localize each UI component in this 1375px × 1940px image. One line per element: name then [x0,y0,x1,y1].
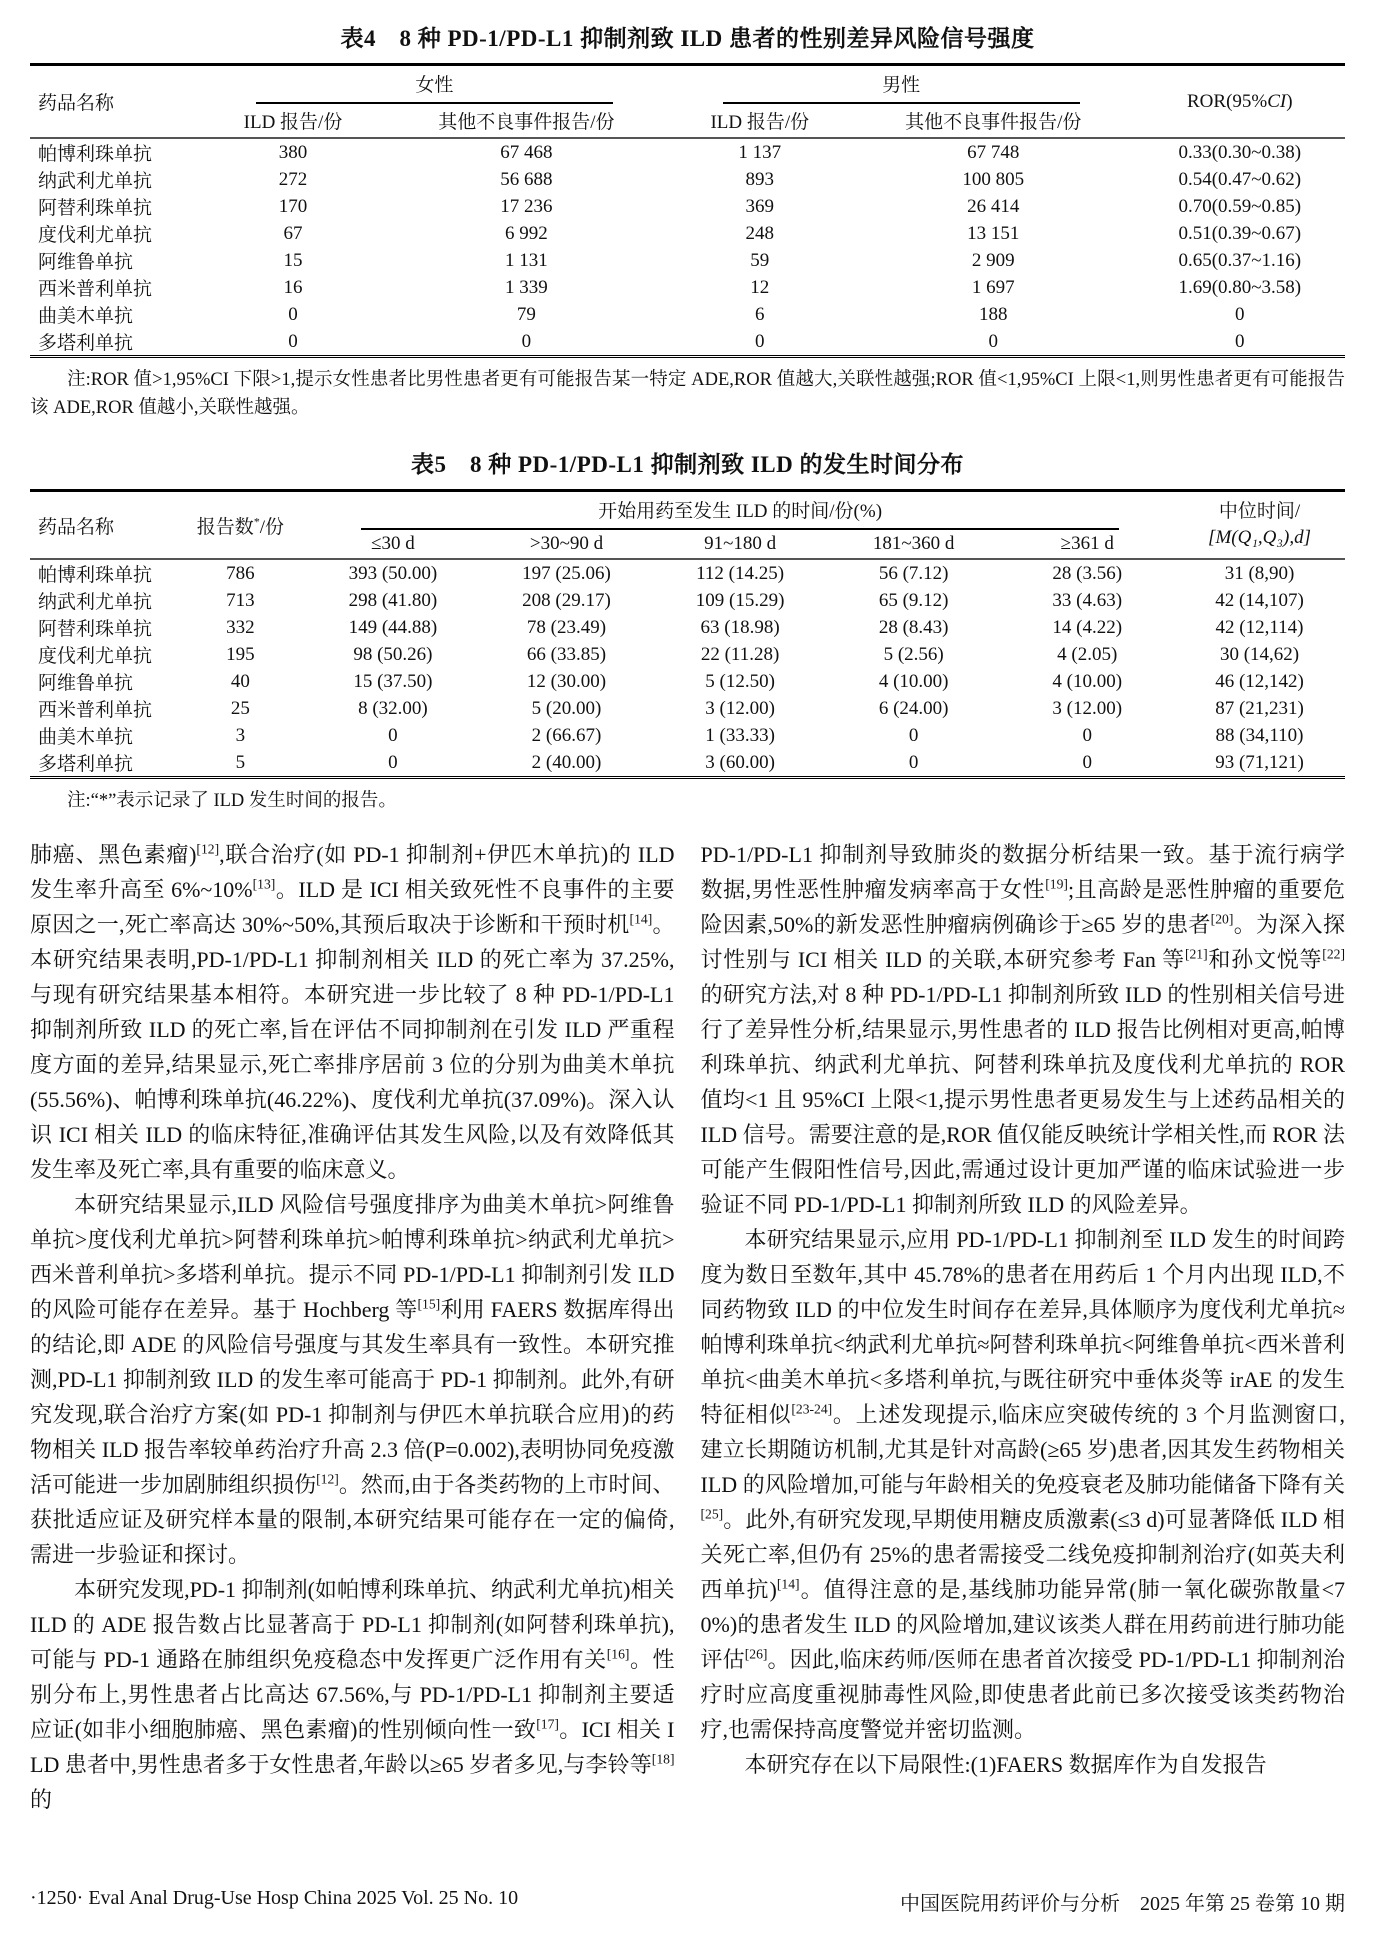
value-cell: 40 [230,670,250,692]
value-cell: 393 (50.00) [348,562,438,584]
value-cell: 56 688 [500,168,553,190]
table4-title: 表4 8 种 PD-1/PD-L1 抑制剂致 ILD 患者的性别差异风险信号强度 [340,26,1035,51]
table-row [30,559,1345,587]
value-cell: 1 (33.33) [705,724,775,746]
value-cell: 5 (2.56) [883,643,944,665]
value-cell: 109 (15.29) [695,589,785,611]
value-cell: 272 [278,168,308,190]
value-cell: 12 (30.00) [526,670,607,692]
table5-header-row-1 [30,491,1345,531]
value-cell: 33 (4.63) [1052,589,1123,611]
paragraph: 本研究发现,PD-1 抑制剂(如帕博利珠单抗、纳武利尤单抗)相关 ILD 的 ADE 报告数占比显著高于 PD-L1 抑制剂(如阿替利珠单抗),可能与 PD-1 通路在肺组织免疫稳态中发挥更广泛作用有关[16]。性别分布上,男性患者占比高达 67.56%,与 PD-1/PD-L1 抑制剂主要适应证(如非小细胞肺癌、黑色素瘤)的性别倾向性一致[17]。ICI 相关 ILD 患者中,男性患者多于女性患者,年龄以≥65 岁者多见,与李铃等[18]的 [30,1577,675,1812]
ror-label-pre: ROR(95% [1187,90,1268,112]
left-column [30,837,675,1817]
median-label-line1: 中位时间/ [1218,501,1301,523]
value-cell: 15 [283,249,303,271]
value-cell: 170 [278,195,308,217]
value-cell: 1 339 [505,276,548,298]
value-cell: 112 (14.25) [696,562,785,584]
table4-note: 注:ROR 值>1,95%CI 下限>1,提示女性患者比男性患者更有可能报告某一特定 ADE,ROR 值越大,关联性越强;ROR 值<1,95%CI 上限<1,则男性患者更有可能报告该 ADE,ROR 值越小,关联性越强。 [30,370,1345,418]
value-cell: 1 137 [738,141,782,163]
value-cell: 786 [226,562,255,584]
value-cell: 1 697 [971,276,1015,298]
table4-subheader-ild-male: ILD 报告/份 [668,104,852,138]
value-cell: 65 (9.12) [878,589,949,611]
table5-header-drug: 药品名称 [30,491,175,560]
value-cell: 2 (40.00) [531,751,602,773]
value-cell: 2 909 [971,249,1015,271]
right-column [701,837,1346,1817]
value-cell: 332 [226,616,255,638]
article-body [30,837,1345,1817]
value-cell: 0 [521,330,532,352]
reports-label-star: * [253,515,260,529]
drug-name-cell: 度伐利尤单抗 [38,646,153,667]
value-cell: 3 (12.00) [1052,697,1123,719]
value-cell: 0 [288,330,298,352]
value-cell: 0.54(0.47~0.62) [1178,168,1302,190]
value-cell: 0 [908,724,919,746]
table4-body [30,138,1345,357]
table4-header-row-1 [30,65,1345,105]
value-cell: 30 (14,62) [1219,643,1300,665]
page-footer [30,1887,1345,1916]
median-label-line2: [M(Q₁,Q₃),d] [1208,527,1311,548]
value-cell: 28 (8.43) [878,616,949,638]
value-cell: 6 [755,303,765,325]
value-cell: 78 (23.49) [526,616,607,638]
female-group-label: 女性 [256,68,613,104]
value-cell: 12 [750,276,770,298]
table5-note: 注:“*”表示记录了 ILD 发生时间的报告。 [67,791,397,811]
value-cell: 0 [1082,751,1092,773]
value-cell: 6 992 [505,222,548,244]
value-cell: 0.33(0.30~0.38) [1178,141,1302,163]
value-cell: 713 [226,589,255,611]
drug-name-cell: 帕博利珠单抗 [38,565,153,586]
table-row [30,301,1345,328]
value-cell: 893 [745,168,775,190]
table-row [30,668,1345,695]
value-cell: 79 [516,303,536,325]
drug-name-cell: 西米普利单抗 [38,700,153,721]
value-cell: 67 468 [500,141,553,163]
value-cell: 149 (44.88) [348,616,438,638]
value-cell: 369 [745,195,775,217]
value-cell: 2 (66.67) [531,724,602,746]
drug-name-cell: 多塔利单抗 [38,333,134,354]
table-row [30,247,1345,274]
value-cell: 0.51(0.39~0.67) [1178,222,1302,244]
drug-name-cell: 阿维鲁单抗 [38,252,134,273]
drug-name-cell: 度伐利尤单抗 [38,225,153,246]
table-row [30,695,1345,722]
value-cell: 56 (7.12) [878,562,949,584]
value-cell: 0 [1082,724,1092,746]
time-group-label: 开始用药至发生 ILD 的时间/份(%) [361,494,1119,530]
value-cell: 4 (10.00) [878,670,949,692]
value-cell: 4 (2.05) [1057,643,1118,665]
value-cell: 93 (71,121) [1215,751,1304,773]
table5-subheader-le30: ≤30 d [306,530,480,559]
value-cell: 380 [278,141,308,163]
drug-name-cell: 曲美木单抗 [38,727,134,748]
table4-header-male-group [668,65,1135,105]
value-cell: 1 131 [505,249,548,271]
table5-title: 表5 8 种 PD-1/PD-L1 抑制剂致 ILD 的发生时间分布 [410,452,965,477]
table4-subheader-ild-female: ILD 报告/份 [201,104,385,138]
value-cell: 3 [235,724,246,746]
value-cell: 31 (8,90) [1224,562,1295,584]
table-row [30,166,1345,193]
table4 [30,63,1345,358]
value-cell: 63 (18.98) [700,616,780,638]
ror-label-post: ) [1286,90,1293,112]
table5-header-time-group [306,491,1174,531]
table-row [30,641,1345,668]
table5-subheader-30-90: >30~90 d [480,530,654,559]
value-cell: 17 236 [500,195,553,217]
drug-name-cell: 多塔利单抗 [38,754,134,775]
value-cell: 195 [226,643,255,665]
value-cell: 25 [230,697,250,719]
paragraph: 本研究结果显示,应用 PD-1/PD-L1 抑制剂至 ILD 发生的时间跨度为数日至数年,其中 45.78%的患者在用药后 1 个月内出现 ILD,不同药物致 ILD 的中位发生时间存在差异,具体顺序为度伐利尤单抗≈帕博利珠单抗<纳武利尤单抗≈阿替利珠单抗<阿维鲁单抗<西米普利单抗<曲美木单抗<多塔利单抗,与既往研究中垂体炎等 irAE 的发生特征相似[23-24]。上述发现提示,临床应突破传统的 3 个月监测窗口,建立长期随访机制,尤其是针对高龄(≥65 岁)患者,因其发生药物相关 ILD 的风险增加,可能与年龄相关的免疫衰老及肺功能储备下降有关[25]。此外,有研究发现,早期使用糖皮质激素(≤3 d)可显著降低 ILD 相关死亡率,但仍有 25%的患者需接受二线免疫抑制剂治疗(如英夫利西单抗)[14]。值得注意的是,基线肺功能异常(肺一氧化碳弥散量<70%)的患者发生 ILD 的风险增加,建议该类人群在用药前进行肺功能评估[26]。因此,临床药师/医师在患者首次接受 PD-1/PD-L1 抑制剂治疗时应高度重视肺毒性风险,即使患者此前已多次接受该类药物治疗,也需保持高度警觉并密切监测。 [700,1227,1345,1742]
value-cell: 16 [283,276,303,298]
paragraph: 本研究结果显示,ILD 风险信号强度排序为曲美木单抗>阿维鲁单抗>度伐利尤单抗>阿替利珠单抗>帕博利珠单抗>纳武利尤单抗>西米普利单抗>多塔利单抗。提示不同 PD-1/PD-L1 抑制剂引发 ILD 的风险可能存在差异。基于 Hochberg 等[15]利用 FAERS 数据库得出的结论,即 ADE 的风险信号强度与其发生率具有一致性。本研究推测,PD-L1 抑制剂致 ILD 的发生率可能高于 PD-1 抑制剂。此外,有研究发现,联合治疗方案(如 PD-1 抑制剂与伊匹木单抗联合应用)的药物相关 ILD 报告率较单药治疗升高 2.3 倍(P=0.002),表明协同免疫激活可能进一步加剧肺组织损伤[12]。然而,由于各类药物的上市时间、获批适应证及研究样本量的限制,本研究结果可能存在一定的偏倚,需进一步验证和探讨。 [30,1192,675,1567]
value-cell: 59 [750,249,770,271]
value-cell: 248 [745,222,775,244]
value-cell: 66 (33.85) [526,643,607,665]
value-cell: 5 (12.50) [705,670,775,692]
drug-name-cell: 帕博利珠单抗 [38,144,153,165]
value-cell: 197 (25.06) [522,562,611,584]
footer-journal-en: ·1250· Eval Anal Drug-Use Hosp China 2025 Vol. 25 No. 10 [30,1887,519,1909]
drug-name-cell: 阿替利珠单抗 [38,198,153,219]
table4-subheader-other-female: 其他不良事件报告/份 [385,104,668,138]
table-row [30,274,1345,301]
value-cell: 5 (20.00) [531,697,602,719]
value-cell: 46 (12,142) [1215,670,1304,692]
value-cell: 14 (4.22) [1052,616,1123,638]
table5-subheader-91-180: 91~180 d [653,530,827,559]
table5-header-median [1174,491,1345,560]
value-cell: 67 748 [967,141,1020,163]
value-cell: 13 151 [967,222,1020,244]
value-cell: 3 (60.00) [705,751,775,773]
table-row [30,587,1345,614]
value-cell: 42 (12,114) [1215,616,1304,638]
table5-header-reports [175,491,307,560]
value-cell: 22 (11.28) [700,643,780,665]
value-cell: 188 [978,303,1008,325]
table5-body [30,559,1345,778]
value-cell: 0.70(0.59~0.85) [1178,195,1302,217]
value-cell: 0 [755,330,765,352]
value-cell: 3 (12.00) [705,697,775,719]
value-cell: 0 [288,303,298,325]
value-cell: 8 (32.00) [358,697,428,719]
value-cell: 0.65(0.37~1.16) [1178,249,1302,271]
table4-header-drug: 药品名称 [30,65,201,139]
value-cell: 26 414 [967,195,1020,217]
value-cell: 0 [988,330,998,352]
value-cell: 42 (14,107) [1215,589,1304,611]
table5-subheader-ge361: ≥361 d [1000,530,1174,559]
value-cell: 298 (41.80) [348,589,438,611]
footer-journal-cn: 中国医院用药评价与分析 2025 年第 25 卷第 10 期 [900,1893,1345,1915]
table-row [30,614,1345,641]
value-cell: 4 (10.00) [1052,670,1123,692]
table5-subheader-181-360: 181~360 d [827,530,1001,559]
value-cell: 1.69(0.80~3.58) [1178,276,1302,298]
drug-name-cell: 阿替利珠单抗 [38,619,153,640]
table-row [30,328,1345,357]
value-cell: 15 (37.50) [353,670,433,692]
drug-name-cell: 曲美木单抗 [38,306,134,327]
value-cell: 5 [235,751,246,773]
value-cell: 208 (29.17) [522,589,611,611]
value-cell: 0 [1235,330,1245,352]
table-row [30,138,1345,166]
value-cell: 100 805 [962,168,1025,190]
value-cell: 28 (3.56) [1052,562,1123,584]
value-cell: 0 [908,751,919,773]
table-row [30,749,1345,778]
drug-name-cell: 纳武利尤单抗 [38,592,153,613]
value-cell: 67 [283,222,303,244]
table4-subheader-other-male: 其他不良事件报告/份 [852,104,1135,138]
paragraph: 肺癌、黑色素瘤)[12],联合治疗(如 PD-1 抑制剂+伊匹木单抗)的 ILD 发生率升高至 6%~10%[13]。ILD 是 ICI 相关致死性不良事件的主要原因之一,死亡率高达 30%~50%,其预后取决于诊断和干预时机[14]。本研究结果表明,PD-1/PD-L1 抑制剂相关 ILD 的死亡率为 37.25%,与现有研究结果基本相符。本研究进一步比较了 8 种 PD-1/PD-L1 抑制剂所致 ILD 的死亡率,旨在评估不同抑制剂在引发 ILD 严重程度方面的差异,结果显示,死亡率排序居前 3 位的分别为曲美木单抗(55.56%)、帕博利珠单抗(46.22%)、度伐利尤单抗(37.09%)。深入认识 ICI 相关 ILD 的临床特征,准确评估其发生风险,以及有效降低其发生率及死亡率,具有重要的临床意义。 [30,841,675,1182]
ror-label-ci: CI [1267,90,1287,112]
reports-label-post: /份 [259,516,284,538]
table-row [30,722,1345,749]
value-cell: 87 (21,231) [1215,697,1304,719]
table4-header-ror [1135,65,1345,139]
value-cell: 0 [388,724,398,746]
reports-label-pre: 报告数 [196,516,254,538]
table5 [30,489,1345,779]
paragraph: PD-1/PD-L1 抑制剂导致肺炎的数据分析结果一致。基于流行病学数据,男性恶性肿瘤发病率高于女性[19];且高龄是恶性肿瘤的重要危险因素,50%的新发恶性肿瘤病例确诊于≥65 岁的患者[20]。为深入探讨性别与 ICI 相关 ILD 的关联,本研究参考 Fan 等[21]和孙文悦等[22]的研究方法,对 8 种 PD-1/PD-L1 抑制剂所致 ILD 的性别相关信号进行了差异性分析,结果显示,男性患者的 ILD 报告比例相对更高,帕博利珠单抗、纳武利尤单抗、阿替利珠单抗及度伐利尤单抗的 ROR 值均<1 且 95%CI 上限<1,提示男性患者更易发生与上述药品相关的 ILD 信号。需要注意的是,ROR 值仅能反映统计学相关性,而 ROR 法可能产生假阳性信号,因此,需通过设计更加严谨的临床试验进一步验证不同 PD-1/PD-L1 抑制剂所致 ILD 的风险差异。 [700,842,1345,1217]
drug-name-cell: 纳武利尤单抗 [38,171,153,192]
value-cell: 0 [1235,303,1245,325]
drug-name-cell: 阿维鲁单抗 [38,673,134,694]
paragraph: 本研究存在以下局限性:(1)FAERS 数据库作为自发报告 [744,1752,1267,1777]
value-cell: 98 (50.26) [353,643,433,665]
drug-name-cell: 西米普利单抗 [38,279,153,300]
table-row [30,220,1345,247]
value-cell: 88 (34,110) [1215,724,1304,746]
table-row [30,193,1345,220]
value-cell: 6 (24.00) [878,697,949,719]
table4-header-female-group [201,65,668,105]
value-cell: 0 [388,751,398,773]
male-group-label: 男性 [723,68,1080,104]
